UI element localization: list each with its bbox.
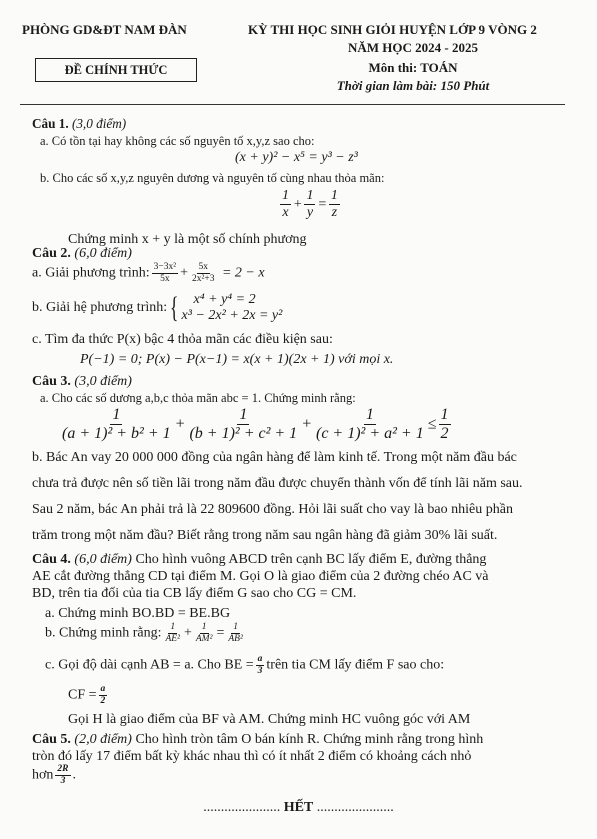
q3-b-line4: trăm trong một năm đầu? Biết rằng trong năm sau ngân hàng đã giảm 30% lãi suất. [32,528,498,543]
q3-b-line1: b. Bác An vay 20 000 000 đồng của ngân hàng để làm kinh tế. Trong một năm đầu bác [32,450,517,465]
q5-line1 [32,732,483,748]
q4-line3: BD, trên tia đối của tia CB lấy điểm G sao cho CG = CM. [32,586,357,601]
q1-b-text: b. Cho các số x,y,z nguyên dương và nguyên tố cùng nhau thỏa mãn: [40,171,385,185]
q3-a-text: a. Cho các số dương a,b,c thỏa mãn abc = 1. Chứng minh rằng: [40,391,356,405]
school-year: NĂM HỌC 2024 - 2025 [348,40,478,55]
q2-points: (6,0 điểm) [74,246,132,261]
end-dots-left: ...................... [203,800,281,815]
q4-cf-text: CF = [68,687,97,703]
q3-title: Câu 3. [32,374,71,389]
q4-cf-line: CF = $\frac{a}{2}$ [68,684,106,706]
q5-title: Câu 5. [32,732,71,747]
end-dots-right: ...................... [316,800,394,815]
q3-points: (3,0 điểm) [74,374,132,389]
q2-b-eq1: x⁴ + y⁴ = 2 [193,292,256,307]
q2-b-line: b. Giải hệ phương trình:{ x⁴ + y⁴ = 2 x³ − 2x² + 2x = y² [32,291,283,324]
q4-c-text1: c. Gọi độ dài cạnh AB = a. Cho BE = [45,657,254,673]
q1-heading [32,116,126,132]
q2-b-eq2: x³ − 2x² + 2x = y² [181,308,283,323]
q1-b-equation: $\frac{1}{x}$ + $\frac{1}{y}$ = $\frac{1}{z}$ [282,188,338,221]
exam-title: KỲ THI HỌC SINH GIỎI HUYỆN LỚP 9 VÒNG 2 [248,22,537,37]
header-divider [20,104,565,105]
q1-b-prove: Chứng minh x + y là một số chính phương [68,232,307,247]
q1-title: Câu 1. [32,116,69,131]
q4-line1-text: Cho hình vuông ABCD trên cạnh BC lấy điểm E, đường thẳng [131,552,487,567]
q4-h-text: Gọi H là giao điểm của BF và AM. Chứng minh HC vuông góc với AM [68,712,471,727]
q4-line1 [32,552,486,568]
q3-b-line2: chưa trả được nên số tiền lãi trong năm đầu được chuyển thành vốn để tính lãi năm sau. [32,476,523,491]
q2-b-text: b. Giải hệ phương trình: [32,300,168,315]
q4-points: (6,0 điểm) [74,552,132,567]
q2-a-rhs: = 2 − x [221,265,265,281]
q2-a-text: a. Giải phương trình: [32,265,150,281]
q5-line2: tròn đó lấy 17 điểm bất kỳ khác nhau thì có ít nhất 2 điểm có khoảng cách nhỏ [32,749,472,764]
q2-c-equation: P(−1) = 0; P(x) − P(x−1) = x(x + 1)(2x + 1) với mọi x. [80,352,394,367]
q2-heading [32,246,132,262]
q4-b-line: b. Chứng minh rằng: $\frac{1}{\text{AE²}}$ + $\frac{1}{\text{AM²}}$ = $\frac{1}{\text{AB²}}$ [45,622,243,644]
q5-line3-text: hơn [32,767,54,783]
end-marker [0,800,597,816]
q3-a-inequality: $\frac{1}{\text{(a + 1)² + b² + 1}}$ + $\frac{1}{\text{(b + 1)² + c² + 1}}$ + $\frac{1}{\text{(c + 1)² + a² + 1}}$ ≤ $\frac{1}{2}$ [62,406,449,443]
q3-b-line3: Sau 2 năm, bác An phải trả là 22 809600 đồng. Hỏi lãi suất cho vay là bao nhiêu phần [32,502,513,517]
q4-b-text: b. Chứng minh rằng: [45,625,162,641]
q5-points: (2,0 điểm) [74,732,132,747]
q1-a-text: a. Có tồn tại hay không các số nguyên tố x,y,z sao cho: [40,134,315,148]
q5-line3: hơn $\frac{2R}{3}$ . [32,764,76,786]
q1-a-equation: (x + y)² − x⁵ = y³ − z³ [235,150,358,165]
department-name: PHÒNG GD&ĐT NAM ĐÀN [22,22,187,37]
duration: Thời gian làm bài: 150 Phút [336,78,490,93]
q5-line1-text: Cho hình tròn tâm O bán kính R. Chứng minh rằng trong hình [131,732,484,747]
q1-points: (3,0 điểm) [71,116,127,131]
q2-title: Câu 2. [32,246,71,261]
q4-title: Câu 4. [32,552,71,567]
q4-c-text2: trên tia CM lấy điểm F sao cho: [266,657,445,673]
subject: Môn thi: TOÁN [368,60,458,75]
q4-c-line: c. Gọi độ dài cạnh AB = a. Cho BE = $\frac{a}{3}$ trên tia CM lấy điểm F sao cho: [45,654,445,676]
q2-c-text: c. Tìm đa thức P(x) bậc 4 thỏa mãn các điều kiện sau: [32,332,333,347]
end-text: HẾT [283,800,314,815]
q4-line2: AE cắt đường thẳng CD tại điểm M. Gọi O là giao điểm của 2 đường chéo AC và [32,569,489,584]
official-label: ĐỀ CHÍNH THỨC [64,63,168,77]
q4-a-text: a. Chứng minh BO.BD = BE.BG [45,606,231,621]
q3-heading [32,374,132,390]
q2-a-line: a. Giải phương trình: $\frac{\text{3−3x²}}{5x}$ + $\frac{5x}{\text{2x²+3}}$ = 2 − x [32,262,265,284]
